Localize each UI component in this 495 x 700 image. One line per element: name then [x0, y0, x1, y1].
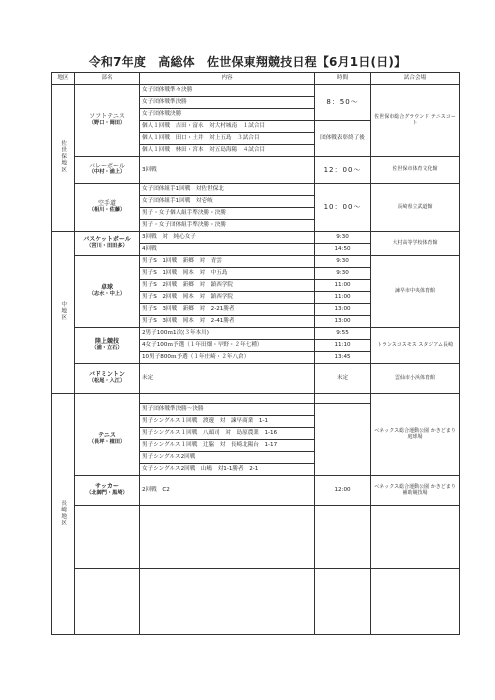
- venue-cell: ベネックス総合運動公園 かきどまり補助競技場: [371, 476, 460, 506]
- time-cell: 10：00～: [315, 184, 371, 232]
- header-area: 地区: [52, 73, 75, 85]
- venue-cell: 大村高等学校体育館: [371, 232, 460, 256]
- schedule-table: [51, 72, 460, 635]
- table-row: 男子シングルス１回戦 八頭司 対 島原農業 1-16: [140, 428, 315, 440]
- page-title: 令和7年度 高総体 佐世保東翔競技日程【6月1日(日)】: [88, 55, 407, 69]
- venue-cell: 佐世保市総合グラウンド テニスコート: [371, 85, 460, 157]
- time-cell: 未定: [315, 364, 371, 394]
- table-row: 個人１回戦 吉田・富永 対大村城南 １試合目: [140, 121, 315, 133]
- sport-soft-tennis: ソフトテニス （野口・岡田）: [75, 85, 140, 157]
- table-row: 男子S 3回戦 岡本 対 2-41勝者: [140, 316, 315, 328]
- table-row: 男子シングルス１回戦 渡邊 対 諫早商業 1-1: [140, 416, 315, 428]
- sport-athletics: 陸上競技 （浦・立石）: [75, 328, 140, 364]
- table-row: 男子・女子団体組手準決勝・決勝: [140, 220, 315, 232]
- sport-karate: 空手道 （相川・佐藤）: [75, 184, 140, 232]
- header-time: 時間: [315, 73, 371, 85]
- sport-badminton: バドミントン （松尾・入江）: [75, 364, 140, 394]
- venue-cell: ベネックス総合運動公園 かきどまり庭球場: [371, 394, 460, 476]
- area-sasebo: 佐世保地区: [52, 85, 75, 232]
- table-row: 2男子100ｍ1次(３年本川): [140, 328, 315, 340]
- table-row: 10男子800ｍ予選（１年庄崎・２年八倉）: [140, 352, 315, 364]
- header-content: 内容: [140, 73, 315, 85]
- sport-basketball: バスケットボール （宮川・田田多）: [75, 232, 140, 256]
- table-row: 2回戦 C2: [140, 476, 315, 506]
- table-row: 男子S 2回戦 岡本 対 鎮西学院: [140, 292, 315, 304]
- sport-table-tennis: 卓球 （志水・中上）: [75, 256, 140, 328]
- table-row: 男子シングルス１回戦 辻脇 対 長崎北陽台 1-17: [140, 440, 315, 452]
- time-cell: 11:00: [315, 292, 371, 304]
- time-cell: 13:00: [315, 304, 371, 316]
- time-cell: 団体戦表彰終了後: [315, 121, 371, 157]
- table-row: 女子団体戦準決勝: [140, 97, 315, 109]
- header-row: [52, 73, 460, 85]
- time-cell: 12：00～: [315, 157, 371, 184]
- venue-cell: 佐世保市体育文化館: [371, 157, 460, 184]
- area-chuo: 中地区: [52, 232, 75, 394]
- header-sport: 部名: [75, 73, 140, 85]
- time-cell: 11:00: [315, 280, 371, 292]
- table-row: 未定: [140, 364, 315, 394]
- table-row: 3回戦 対 純心女子: [140, 232, 315, 244]
- table-row: 個人１回戦 田口・土井 対上五島 ３試合目: [140, 133, 315, 145]
- table-row: 女子団体戦決勝: [140, 109, 315, 121]
- venue-cell: 雲仙市小浜体育館: [371, 364, 460, 394]
- table-row: 女子シングルス2回戦 山嶋 対1-1勝者 2-1: [140, 464, 315, 476]
- table-row: 男子S 1回戦 岡本 対 中五島: [140, 268, 315, 280]
- table-row: 4回戦: [140, 244, 315, 256]
- venue-cell: 諫早市中央体育館: [371, 256, 460, 328]
- venue-cell: トランスコスモス スタジアム長崎: [371, 328, 460, 364]
- sport-soccer: サッカー （北御門・黒埼）: [75, 476, 140, 506]
- empty-row: [52, 506, 460, 569]
- table-row: 4女子100ｍ予選（１年田畑・早野・２年七種）: [140, 340, 315, 352]
- table-row: 女子団体戦準々決勝: [140, 85, 315, 97]
- time-cell: 12:00: [315, 476, 371, 506]
- area-nagasaki: 長崎地区: [52, 394, 75, 635]
- table-row: 女子団体組手1回戦 対壱岐: [140, 196, 315, 208]
- sport-tennis: テニス （長坪・植田）: [75, 404, 140, 476]
- venue-cell: 長崎県立武道館: [371, 184, 460, 232]
- time-cell: 9:55: [315, 328, 371, 340]
- time-cell: 9:30: [315, 232, 371, 244]
- time-cell: 13:45: [315, 352, 371, 364]
- table-row: 男子団体戦準決勝～決勝: [140, 404, 315, 416]
- table-row: 個人１回戦 林田・宮本 対五島海陽 ４試合目: [140, 145, 315, 157]
- table-row: 男子シングルス2回戦: [140, 452, 315, 464]
- table-row: 男子・女子個人組手準決勝・決勝: [140, 208, 315, 220]
- table-row: 男子S 1回戦 新郷 対 青雲: [140, 256, 315, 268]
- time-cell: 11:10: [315, 340, 371, 352]
- time-cell: 13:00: [315, 316, 371, 328]
- table-row: 3回戦: [140, 157, 315, 184]
- time-cell: 9:30: [315, 256, 371, 268]
- empty-row: [52, 569, 460, 635]
- table-row: 女子団体組手1回戦 対佐世保北: [140, 184, 315, 196]
- time-cell: 9:30: [315, 268, 371, 280]
- sport-volleyball: バレーボール （中村・浦上）: [75, 157, 140, 184]
- table-row: 男子S 2回戦 新郷 対 鎮西学院: [140, 280, 315, 292]
- table-row: 男子S 3回戦 新郷 対 2-21勝者: [140, 304, 315, 316]
- time-cell: 8：50～: [315, 85, 371, 121]
- time-cell: 14:50: [315, 244, 371, 256]
- header-venue: 試合会場: [371, 73, 460, 85]
